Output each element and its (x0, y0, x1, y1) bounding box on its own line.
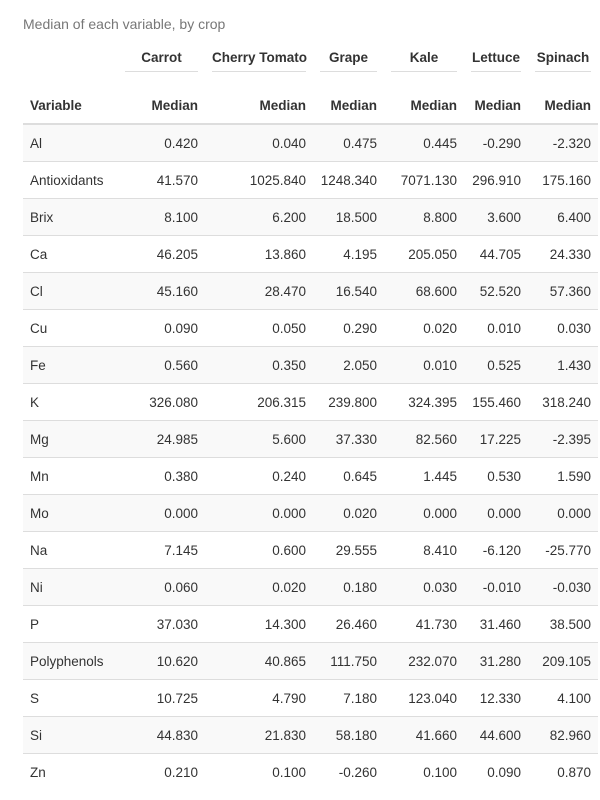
median-value-cell: 0.000 (205, 495, 313, 532)
median-value-cell: 0.525 (464, 347, 528, 384)
crop-header (313, 46, 384, 76)
median-value-cell: 0.000 (118, 495, 205, 532)
median-value-cell: 175.160 (528, 162, 598, 199)
table-row (23, 124, 598, 162)
table-row (23, 606, 598, 643)
median-value-cell: 40.865 (205, 643, 313, 680)
variable-cell: Mn (23, 458, 118, 495)
median-value-cell: 0.030 (384, 569, 464, 606)
crop-header-label: Grape (320, 50, 377, 72)
crop-header (118, 46, 205, 76)
median-value-cell: 0.100 (384, 754, 464, 791)
variable-cell: Mo (23, 495, 118, 532)
median-value-cell: -0.290 (464, 124, 528, 162)
variable-cell: S (23, 680, 118, 717)
median-value-cell: 44.600 (464, 717, 528, 754)
median-value-cell: 18.500 (313, 199, 384, 236)
median-value-cell: 1025.840 (205, 162, 313, 199)
median-table (23, 46, 598, 790)
table-row (23, 199, 598, 236)
median-value-cell: 13.860 (205, 236, 313, 273)
column-header-row (23, 76, 598, 124)
table-body (23, 124, 598, 790)
median-value-cell: 21.830 (205, 717, 313, 754)
table-row (23, 421, 598, 458)
variable-cell: P (23, 606, 118, 643)
median-value-cell: 0.030 (528, 310, 598, 347)
median-value-cell: 209.105 (528, 643, 598, 680)
table-row (23, 384, 598, 421)
spanner-blank (23, 46, 118, 76)
median-value-cell: 41.730 (384, 606, 464, 643)
median-value-cell: 38.500 (528, 606, 598, 643)
median-value-cell: 37.030 (118, 606, 205, 643)
median-value-cell: 31.460 (464, 606, 528, 643)
median-value-cell: 0.020 (205, 569, 313, 606)
median-value-cell: 10.620 (118, 643, 205, 680)
median-value-cell: 7071.130 (384, 162, 464, 199)
variable-cell: Al (23, 124, 118, 162)
median-value-cell: 3.600 (464, 199, 528, 236)
median-value-cell: 1.590 (528, 458, 598, 495)
variable-cell: Cu (23, 310, 118, 347)
median-value-cell: 24.330 (528, 236, 598, 273)
table-caption: Median of each variable, by crop (23, 16, 226, 32)
median-value-cell: -6.120 (464, 532, 528, 569)
crop-header-label: Cherry Tomato (212, 50, 306, 72)
median-value-cell: 16.540 (313, 273, 384, 310)
variable-cell: Cl (23, 273, 118, 310)
median-value-cell: 0.090 (118, 310, 205, 347)
variable-cell: K (23, 384, 118, 421)
median-value-cell: 14.300 (205, 606, 313, 643)
median-value-cell: 68.600 (384, 273, 464, 310)
table-row (23, 680, 598, 717)
median-value-cell: 239.800 (313, 384, 384, 421)
median-value-cell: 6.200 (205, 199, 313, 236)
median-value-cell: 0.560 (118, 347, 205, 384)
crop-header-label: Kale (391, 50, 457, 72)
median-value-cell: 0.530 (464, 458, 528, 495)
median-value-cell: -0.030 (528, 569, 598, 606)
table-row (23, 162, 598, 199)
crop-header (464, 46, 528, 76)
table-row (23, 754, 598, 791)
variable-cell: Antioxidants (23, 162, 118, 199)
median-value-cell: 4.100 (528, 680, 598, 717)
median-value-cell: 0.350 (205, 347, 313, 384)
median-value-cell: 0.180 (313, 569, 384, 606)
variable-cell: Polyphenols (23, 643, 118, 680)
median-value-cell: 8.100 (118, 199, 205, 236)
median-value-cell: 8.410 (384, 532, 464, 569)
table-row (23, 532, 598, 569)
median-value-cell: 28.470 (205, 273, 313, 310)
median-value-cell: 10.725 (118, 680, 205, 717)
variable-cell: Na (23, 532, 118, 569)
median-value-cell: 296.910 (464, 162, 528, 199)
median-value-cell: 0.210 (118, 754, 205, 791)
crop-header (384, 46, 464, 76)
variable-cell: Fe (23, 347, 118, 384)
median-value-cell: -0.010 (464, 569, 528, 606)
table-row (23, 236, 598, 273)
median-value-cell: 52.520 (464, 273, 528, 310)
median-value-cell: 0.020 (313, 495, 384, 532)
median-value-cell: 326.080 (118, 384, 205, 421)
median-value-cell: 8.800 (384, 199, 464, 236)
median-value-cell: 46.205 (118, 236, 205, 273)
median-column-header: Median (118, 76, 205, 124)
median-value-cell: 206.315 (205, 384, 313, 421)
median-value-cell: -2.395 (528, 421, 598, 458)
median-value-cell: 0.380 (118, 458, 205, 495)
variable-cell: Mg (23, 421, 118, 458)
median-value-cell: 0.000 (528, 495, 598, 532)
crop-header (205, 46, 313, 76)
median-value-cell: 44.830 (118, 717, 205, 754)
variable-cell: Brix (23, 199, 118, 236)
crop-header-label: Spinach (535, 50, 591, 72)
median-value-cell: 4.790 (205, 680, 313, 717)
table-row (23, 643, 598, 680)
median-value-cell: 4.195 (313, 236, 384, 273)
table-row (23, 310, 598, 347)
median-value-cell: -25.770 (528, 532, 598, 569)
median-value-cell: 0.000 (384, 495, 464, 532)
median-value-cell: 0.040 (205, 124, 313, 162)
median-value-cell: 123.040 (384, 680, 464, 717)
median-value-cell: 0.290 (313, 310, 384, 347)
median-column-header: Median (313, 76, 384, 124)
median-value-cell: 1248.340 (313, 162, 384, 199)
median-value-cell: 17.225 (464, 421, 528, 458)
median-value-cell: 0.600 (205, 532, 313, 569)
median-value-cell: 205.050 (384, 236, 464, 273)
median-column-header: Median (528, 76, 598, 124)
median-value-cell: 58.180 (313, 717, 384, 754)
median-value-cell: 41.660 (384, 717, 464, 754)
variable-cell: Zn (23, 754, 118, 791)
median-value-cell: 324.395 (384, 384, 464, 421)
variable-cell: Ni (23, 569, 118, 606)
median-value-cell: 0.100 (205, 754, 313, 791)
median-value-cell: 111.750 (313, 643, 384, 680)
table-row (23, 569, 598, 606)
median-value-cell: 1.430 (528, 347, 598, 384)
median-value-cell: 12.330 (464, 680, 528, 717)
median-value-cell: 7.180 (313, 680, 384, 717)
median-value-cell: 82.960 (528, 717, 598, 754)
table-row (23, 458, 598, 495)
crop-header-row (23, 46, 598, 76)
median-column-header: Median (464, 76, 528, 124)
median-value-cell: 0.010 (384, 347, 464, 384)
median-column-header: Median (384, 76, 464, 124)
median-value-cell: 0.000 (464, 495, 528, 532)
median-value-cell: 0.020 (384, 310, 464, 347)
median-value-cell: 7.145 (118, 532, 205, 569)
median-value-cell: 41.570 (118, 162, 205, 199)
median-value-cell: 0.240 (205, 458, 313, 495)
median-value-cell: 45.160 (118, 273, 205, 310)
median-value-cell: 82.560 (384, 421, 464, 458)
median-value-cell: 155.460 (464, 384, 528, 421)
median-value-cell: 0.445 (384, 124, 464, 162)
variable-cell: Ca (23, 236, 118, 273)
median-value-cell: 0.010 (464, 310, 528, 347)
median-value-cell: 37.330 (313, 421, 384, 458)
median-column-header: Median (205, 76, 313, 124)
median-value-cell: 0.420 (118, 124, 205, 162)
crop-header (528, 46, 598, 76)
table-row (23, 273, 598, 310)
median-value-cell: 6.400 (528, 199, 598, 236)
median-value-cell: -0.260 (313, 754, 384, 791)
median-value-cell: 0.645 (313, 458, 384, 495)
table-row (23, 347, 598, 384)
crop-header-label: Lettuce (471, 50, 521, 72)
table-row (23, 495, 598, 532)
median-value-cell: 318.240 (528, 384, 598, 421)
median-value-cell: 0.090 (464, 754, 528, 791)
median-value-cell: 0.050 (205, 310, 313, 347)
median-value-cell: 0.060 (118, 569, 205, 606)
median-value-cell: 31.280 (464, 643, 528, 680)
median-value-cell: 57.360 (528, 273, 598, 310)
median-value-cell: 5.600 (205, 421, 313, 458)
median-value-cell: 0.870 (528, 754, 598, 791)
crop-header-label: Carrot (125, 50, 198, 72)
median-value-cell: 44.705 (464, 236, 528, 273)
table-row (23, 717, 598, 754)
median-value-cell: 232.070 (384, 643, 464, 680)
median-value-cell: 29.555 (313, 532, 384, 569)
variable-column-header: Variable (23, 76, 118, 124)
median-value-cell: -2.320 (528, 124, 598, 162)
median-value-cell: 24.985 (118, 421, 205, 458)
median-value-cell: 2.050 (313, 347, 384, 384)
median-value-cell: 26.460 (313, 606, 384, 643)
variable-cell: Si (23, 717, 118, 754)
median-value-cell: 0.475 (313, 124, 384, 162)
median-value-cell: 1.445 (384, 458, 464, 495)
